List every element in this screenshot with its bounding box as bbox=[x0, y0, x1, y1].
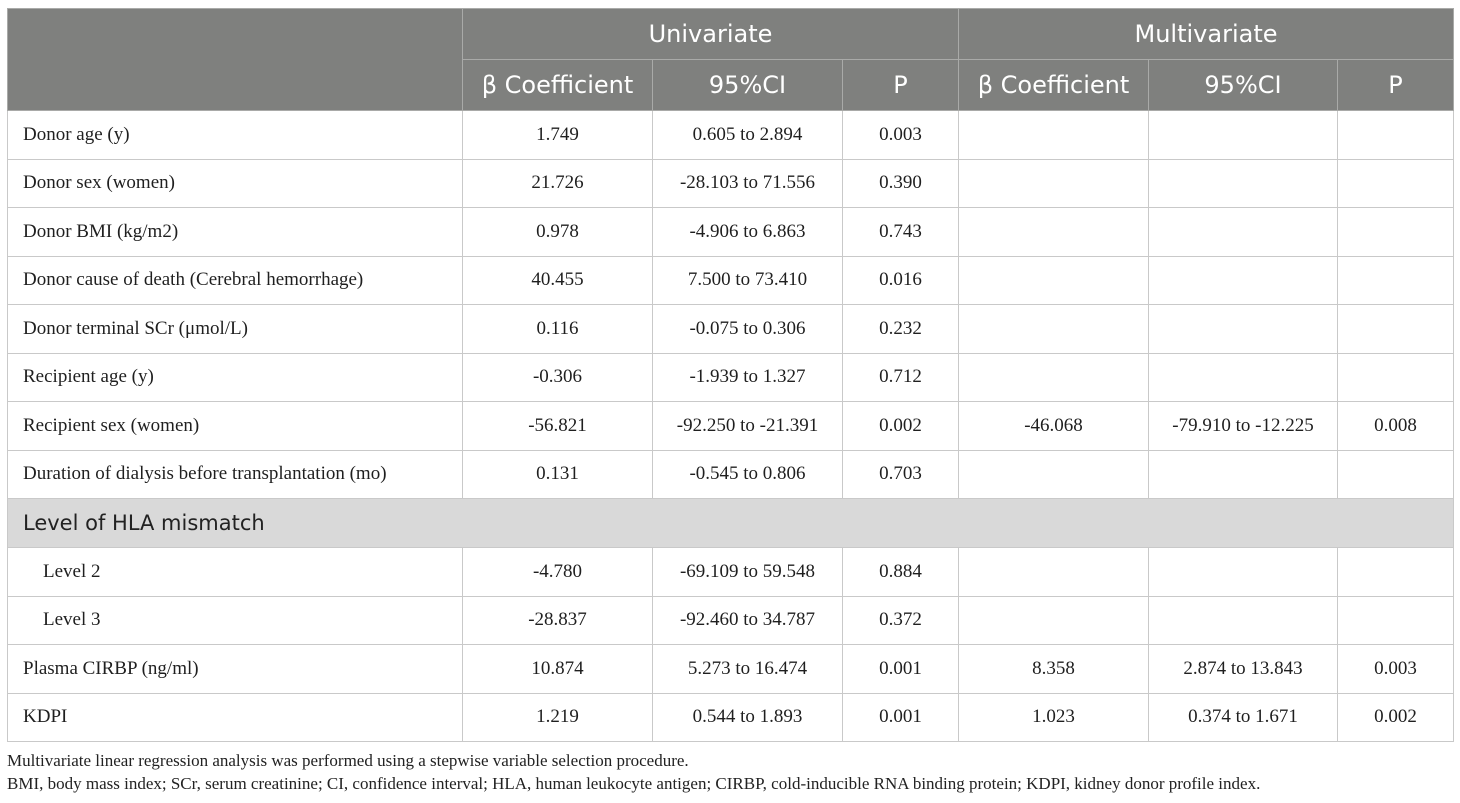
cell bbox=[959, 548, 1149, 597]
table-row bbox=[8, 402, 1454, 451]
cell: 0.712 bbox=[843, 353, 959, 402]
cell bbox=[1149, 596, 1338, 645]
row-label: Donor age (y) bbox=[8, 111, 463, 160]
cell: 40.455 bbox=[463, 256, 653, 305]
section-row bbox=[8, 499, 1454, 548]
cell: -28.837 bbox=[463, 596, 653, 645]
cell: 0.001 bbox=[843, 645, 959, 694]
cell bbox=[959, 305, 1149, 354]
cell: 0.978 bbox=[463, 208, 653, 257]
cell: 0.544 to 1.893 bbox=[653, 693, 843, 742]
cell: 0.703 bbox=[843, 450, 959, 499]
cell bbox=[1338, 450, 1454, 499]
cell: -79.910 to -12.225 bbox=[1149, 402, 1338, 451]
cell bbox=[1149, 353, 1338, 402]
header-multi-p: P bbox=[1338, 60, 1454, 111]
cell: 1.749 bbox=[463, 111, 653, 160]
section-label-hla-mismatch: Level of HLA mismatch bbox=[8, 499, 1454, 548]
cell: 0.372 bbox=[843, 596, 959, 645]
footnote-abbreviations: BMI, body mass index; SCr, serum creatinine; CI, confidence interval; HLA, human leukocyte antigen; CIRBP, cold-inducible RNA binding protein; KDPI, kidney donor profile index. bbox=[7, 774, 1261, 793]
table-row bbox=[8, 548, 1454, 597]
cell: 0.605 to 2.894 bbox=[653, 111, 843, 160]
cell: 21.726 bbox=[463, 159, 653, 208]
header-multi-ci: 95%CI bbox=[1149, 60, 1338, 111]
table-row bbox=[8, 111, 1454, 160]
cell bbox=[959, 111, 1149, 160]
row-label: Donor cause of death (Cerebral hemorrhage) bbox=[8, 256, 463, 305]
header-univariate: Univariate bbox=[463, 9, 959, 60]
header-row-groups bbox=[8, 9, 1454, 60]
header-uni-beta: β Coefficient bbox=[463, 60, 653, 111]
cell bbox=[1149, 256, 1338, 305]
cell bbox=[1338, 596, 1454, 645]
cell bbox=[1149, 159, 1338, 208]
footnote-method: Multivariate linear regression analysis was performed using a stepwise variable selection procedure. bbox=[7, 751, 689, 770]
cell: -0.075 to 0.306 bbox=[653, 305, 843, 354]
row-label: KDPI bbox=[8, 693, 463, 742]
cell: -1.939 to 1.327 bbox=[653, 353, 843, 402]
cell: -56.821 bbox=[463, 402, 653, 451]
table-row bbox=[8, 693, 1454, 742]
cell: 5.273 to 16.474 bbox=[653, 645, 843, 694]
cell bbox=[959, 353, 1149, 402]
table-row bbox=[8, 208, 1454, 257]
row-label: Level 3 bbox=[8, 596, 463, 645]
cell: 0.008 bbox=[1338, 402, 1454, 451]
cell: 1.023 bbox=[959, 693, 1149, 742]
row-label: Donor BMI (kg/m2) bbox=[8, 208, 463, 257]
table-row bbox=[8, 450, 1454, 499]
cell: 0.002 bbox=[843, 402, 959, 451]
cell bbox=[1149, 208, 1338, 257]
row-label: Level 2 bbox=[8, 548, 463, 597]
cell bbox=[959, 208, 1149, 257]
cell: -0.545 to 0.806 bbox=[653, 450, 843, 499]
cell bbox=[959, 596, 1149, 645]
cell bbox=[959, 450, 1149, 499]
cell: 0.003 bbox=[1338, 645, 1454, 694]
table-row bbox=[8, 353, 1454, 402]
row-label: Donor sex (women) bbox=[8, 159, 463, 208]
cell bbox=[1338, 548, 1454, 597]
cell bbox=[959, 256, 1149, 305]
cell: 0.002 bbox=[1338, 693, 1454, 742]
row-label: Recipient age (y) bbox=[8, 353, 463, 402]
cell: 0.374 to 1.671 bbox=[1149, 693, 1338, 742]
regression-table bbox=[7, 8, 1454, 742]
cell: 0.116 bbox=[463, 305, 653, 354]
table-row bbox=[8, 645, 1454, 694]
cell: -4.780 bbox=[463, 548, 653, 597]
cell: -92.460 to 34.787 bbox=[653, 596, 843, 645]
header-multi-beta: β Coefficient bbox=[959, 60, 1149, 111]
cell: 0.001 bbox=[843, 693, 959, 742]
header-uni-p: P bbox=[843, 60, 959, 111]
cell bbox=[1338, 208, 1454, 257]
cell bbox=[1338, 256, 1454, 305]
table-row bbox=[8, 159, 1454, 208]
table-row bbox=[8, 305, 1454, 354]
cell bbox=[1338, 305, 1454, 354]
cell bbox=[1149, 450, 1338, 499]
row-label: Plasma CIRBP (ng/ml) bbox=[8, 645, 463, 694]
cell: 0.003 bbox=[843, 111, 959, 160]
cell: 10.874 bbox=[463, 645, 653, 694]
cell bbox=[1149, 305, 1338, 354]
header-variable-cell bbox=[8, 9, 463, 111]
cell bbox=[1149, 548, 1338, 597]
cell: 0.884 bbox=[843, 548, 959, 597]
row-label: Duration of dialysis before transplantation (mo) bbox=[8, 450, 463, 499]
cell: -69.109 to 59.548 bbox=[653, 548, 843, 597]
cell: 0.232 bbox=[843, 305, 959, 354]
cell: 0.743 bbox=[843, 208, 959, 257]
cell bbox=[1338, 111, 1454, 160]
cell: 8.358 bbox=[959, 645, 1149, 694]
row-label: Donor terminal SCr (μmol/L) bbox=[8, 305, 463, 354]
cell: -92.250 to -21.391 bbox=[653, 402, 843, 451]
table-footnotes bbox=[7, 749, 1453, 795]
row-label: Recipient sex (women) bbox=[8, 402, 463, 451]
cell bbox=[1338, 159, 1454, 208]
cell: 7.500 to 73.410 bbox=[653, 256, 843, 305]
header-uni-ci: 95%CI bbox=[653, 60, 843, 111]
cell: 0.016 bbox=[843, 256, 959, 305]
table-row bbox=[8, 596, 1454, 645]
cell: 2.874 to 13.843 bbox=[1149, 645, 1338, 694]
cell: 0.131 bbox=[463, 450, 653, 499]
cell bbox=[959, 159, 1149, 208]
header-multivariate: Multivariate bbox=[959, 9, 1454, 60]
cell: -4.906 to 6.863 bbox=[653, 208, 843, 257]
cell: -28.103 to 71.556 bbox=[653, 159, 843, 208]
cell: 1.219 bbox=[463, 693, 653, 742]
cell: 0.390 bbox=[843, 159, 959, 208]
cell bbox=[1149, 111, 1338, 160]
cell: -0.306 bbox=[463, 353, 653, 402]
cell: -46.068 bbox=[959, 402, 1149, 451]
table-row bbox=[8, 256, 1454, 305]
cell bbox=[1338, 353, 1454, 402]
